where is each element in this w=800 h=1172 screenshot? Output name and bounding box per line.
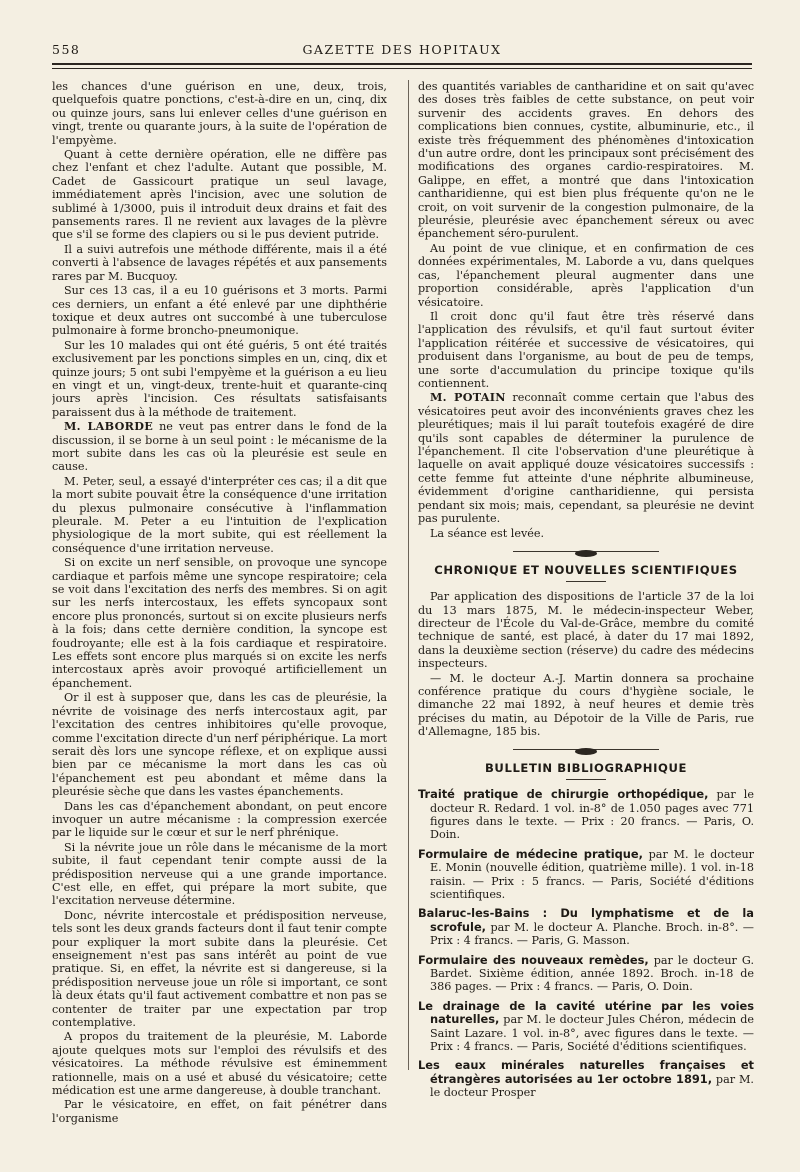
chronique-title: CHRONIQUE ET NOUVELLES SCIENTIFIQUES (434, 562, 738, 577)
ornament-mark (575, 550, 597, 557)
paragraph-text: A propos du traitement de la pleurésie, M. Laborde ajoute quelques mots sur l'emploi des révulsifs et des vésicatoires. La méthode révulsive est éminemment rationnelle, mais on a usé et abusé du vésicatoire; cette médication est une arme dangereuse, à double tranchant. (52, 1030, 387, 1098)
book-title: Les eaux minérales naturelles françaises et étrangères autorisées au 1er octobre 1891, (418, 1058, 754, 1086)
book-details: par M. le docteur Jules Chéron, médecin de Saint Lazare. 1 vol. in-8°, avec figures dans le texte. — Prix : 4 francs. — Paris, Société d'éditions scientifiques. (430, 1013, 754, 1053)
paragraph-text: ne veut pas entrer dans le fond de la discussion, il se borne à un seul point : le mécanisme de la mort subite dans les cas où la pleurésie est seule en cause. (52, 420, 387, 474)
paragraph-text: Quant à cette dernière opération, elle ne diffère pas chez l'enfant et chez l'adulte. Autant que possible, M. Cadet de Gassicourt pratique un seul lavage, immédiatement après l'incision, avec une solution de sublimé à 1/3000, puis il introduit deux drains et fait des pansements rares. Il ne revient aux lavages de la plèvre que s'il se forme des clapiers ou si le pus devient putride. (52, 148, 387, 242)
news-paragraph: — M. le docteur A.-J. Martin donnera sa prochaine conférence pratique du cours d'hygiène sociale, le dimanche 22 mai 1892, à neuf heures et demie très précises du matin, au Dépotoir de la Ville de Paris, rue d'Allemagne, 185 bis. (418, 671, 754, 739)
book-title: Formulaire des nouveaux remèdes, (418, 952, 649, 967)
paragraph-text: Si on excite un nerf sensible, on provoque une syncope cardiaque et parfois même une syncope respiratoire; cela se voit dans l'excitation des nerfs des membres. Si on agit sur les nerfs intercostaux, les effets syncopaux sont encore plus prononcés, surtout si on excite plusieurs nerfs à la fois; dans cette dernière condition, la syncope est foudroyante; elle est à la fois cardiaque et respiratoire. Les effets sont encore plus marqués si on excite les nerfs intercostaux après avoir provoqué artificiellement un épanchement. (52, 556, 387, 690)
news-paragraph: Par application des dispositions de l'article 37 de la loi du 13 mars 1875, M. le médecin-inspecteur Weber, directeur de l'École du Val-de-Grâce, membre du comité technique de santé, est placé, à dater du 17 mai 1892, dans la deuxième section (réserve) du cadre des médecins inspecteurs. (418, 590, 754, 671)
bibliography-entry (418, 954, 754, 994)
paragraph (418, 80, 754, 241)
paragraph-text: les chances d'une guérison en une, deux, trois, quelquefois quatre ponctions, c'est-à-dire en un, cinq, dix ou quinze jours, sans lui enlever celles d'une guérison en vingt, trente ou quarante jours, à la suite de l'opération de l'empyème. (52, 80, 387, 147)
paragraph-text: M. Peter, seul, a essayé d'interpréter ces cas; il a dit que la mort subite pouvait être la conséquence d'une irritation du plexus pulmonaire consécutive à l'inflammation pleurale. M. Peter a eu l'intuition de l'explication physiologique de la mort subite, qui est réellement la conséquence d'une irritation nerveuse. (52, 474, 387, 555)
title-underline (566, 581, 606, 582)
left-column (52, 80, 387, 1140)
paragraph (52, 339, 387, 419)
paragraph-text: Dans les cas d'épanchement abondant, on peut encore invoquer un autre mécanisme : la compression exercée par le liquide sur le cœur et sur le nerf phrénique. (52, 799, 387, 840)
book-details: par le docteur G. Bardet. Sixième édition, année 1892. Broch. in-18 de 386 pages. — Prix : 4 francs. — Paris, O. Doin. (430, 953, 754, 994)
speaker-name: M. POTAIN (430, 390, 506, 405)
book-details: par M. le docteur A. Planche. Broch. in-8°. — Prix : 4 francs. — Paris, G. Masson. (430, 920, 754, 948)
header-rule-thin (52, 68, 752, 69)
book-details: par le docteur R. Redard. 1 vol. in-8° de 1.050 pages avec 771 figures dans le texte. — Prix : 20 francs. — Paris, O. Doin. (430, 788, 754, 842)
book-details: par M. le docteur E. Monin (nouvelle édition, quatrième mille). 1 vol. in-18 raisin. — Prix : 5 francs. — Paris, Société d'éditions scientifiques. (430, 847, 754, 901)
page-header (52, 42, 752, 62)
paragraph-text: Si la névrite joue un rôle dans le mécanisme de la mort subite, il faut cependant tenir compte aussi de la prédisposition nerveuse qui a une grande importance. C'est elle, en effet, qui prépare la mort subite, que l'excitation nerveuse détermine. (52, 840, 387, 908)
paragraph-text: des quantités variables de cantharidine et on sait qu'avec des doses très faibles de cette substance, on peut voir survenir des accidents graves. En dehors des complications bien connues, cystite, albuminurie, etc., il existe très fréquemment des phénomènes d'intoxication d'un autre ordre, dont les principaux sont précisément des modifications des organes cardio-respiratoires. M. Galippe, en effet, a montré que dans l'intoxication cantharidienne, qui est bien plus fréquente qu'on ne le croit, on voit survenir de la congestion pulmonaire, de la pleurésie, pleurésie avec épanchement séreux ou avec épanchement séro-purulent. (418, 80, 754, 241)
paragraph (52, 841, 387, 908)
bibliography-entry (418, 848, 754, 902)
paragraph (52, 1030, 387, 1097)
bulletin-section (418, 788, 754, 1100)
section-ornament (418, 547, 754, 556)
paragraph (52, 80, 387, 147)
discussion-continuation (418, 80, 754, 525)
ornament-mark (575, 748, 597, 755)
paragraph (52, 909, 387, 1030)
section-ornament (418, 745, 754, 754)
page-number: 558 (52, 42, 81, 57)
paragraph (52, 284, 387, 338)
book-title: Traité pratique de chirurgie orthopédique, (418, 787, 709, 802)
paragraph-text: Donc, névrite intercostale et prédisposition nerveuse, tels sont les deux grands facteurs dont il faut tenir compte pour expliquer la mort subite dans la pleurésie. Cet enseignement n'est pas sans intérêt au point de vue pratique. Si, en effet, la névrite est si dangereuse, si la prédisposition nerveuse joue un rôle si important, ce sont là deux états qu'il faut activement combattre et non pas se contenter de traiter par une expectation par trop contemplative. (52, 908, 387, 1030)
paragraph-text: Par le vésicatoire, en effet, on fait pénétrer dans l'organisme (52, 1098, 387, 1125)
paragraph-text: Il croit donc qu'il faut être très réservé dans l'application des révulsifs, et qu'il faut surtout éviter l'application réitérée et successive de vésicatoires, qui produisent dans l'organisme, au bout de peu de temps, une sorte d'accumulation du principe toxique qu'ils contiennent. (418, 309, 754, 390)
paragraph (418, 391, 754, 525)
bulletin-title: BULLETIN BIBLIOGRAPHIQUE (485, 760, 687, 775)
paragraph-text: Au point de vue clinique, et en confirmation de ces données expérimentales, M. Laborde a vu, dans quelques cas, l'épanchement pleural augmenter dans une proportion considérable, après l'application d'un vésicatoire. (418, 241, 754, 309)
paragraph (418, 310, 754, 390)
paragraph-text: Il a suivi autrefois une méthode différente, mais il a été converti à l'absence de lavages répétés et aux pansements rares par M. Bucquoy. (52, 242, 387, 283)
session-closing: La séance est levée. (430, 527, 545, 541)
book-title: Balaruc-les-Bains : Du lymphatisme et de la scrofule, (418, 906, 754, 934)
paragraph (52, 800, 387, 840)
paragraph-text: Or il est à supposer que, dans les cas de pleurésie, la névrite de voisinage des nerfs intercostaux agit, par l'excitation des centres inhibitoires qu'elle provoque, comme l'excitation directe d'un nerf périphérique. La mort serait dès lors une syncope réflexe, et on explique aussi bien par ce mécanisme la mort dans les cas où l'épanchement est peu abondant et même dans la pleurésie sèche que dans les vastes épanchements. (52, 691, 387, 799)
paragraph (52, 475, 387, 555)
paragraph-text: Sur les 10 malades qui ont été guéris, 5 ont été traités exclusivement par les ponctions simples en un, cinq, dix et quinze jours; 5 ont subi l'empyème et la guérison a eu lieu en vingt et un, vingt-deux, trente-huit et quarante-cinq jours après l'incision. Ces résultats satisfaisants paraissent dus à la méthode de traitement. (52, 338, 387, 419)
paragraph (52, 556, 387, 690)
journal-title: GAZETTE DES HOPITAUX (302, 42, 502, 57)
header-rule-thick (52, 63, 752, 65)
bibliography-entry (418, 1059, 754, 1099)
column-separator (408, 80, 409, 1070)
book-title: Formulaire de médecine pratique, (418, 846, 643, 861)
paragraph (52, 148, 387, 242)
paragraph-text: Sur ces 13 cas, il a eu 10 guérisons et 3 morts. Parmi ces derniers, un enfant a été enlevé par une diphthérie toxique et deux autres ont succombé à une tuberculose pulmonaire à forme broncho-pneumonique. (52, 284, 387, 338)
paragraph-text: reconnaît comme certain que l'abus des vésicatoires peut avoir des inconvénients graves chez les pleurétiques; mais il lui paraît toutefois exagéré de dire qu'ils sont capables de déterminer la purulence de l'épanchement. Il cite l'observation d'une pleurétique à laquelle on avait appliqué douze vésicatoires successifs : cette femme fut atteinte d'une néphrite albumineuse, évidemment d'origine cantharidienne, qui persista pendant six mois; mais, cependant, sa pleurésie ne devint pas purulente. (418, 391, 754, 525)
paragraph (418, 242, 754, 309)
bibliography-entry (418, 788, 754, 842)
paragraph (52, 1098, 387, 1125)
speaker-name: M. LABORDE (64, 419, 154, 434)
book-title: Le drainage de la cavité utérine par les voies naturelles, (418, 998, 754, 1027)
book-details: par M. le docteur Prosper (430, 1072, 754, 1100)
bibliography-entry (418, 907, 754, 947)
bibliography-entry (418, 1000, 754, 1054)
paragraph (52, 691, 387, 798)
title-underline (566, 779, 606, 780)
paragraph (52, 243, 387, 283)
paragraph (52, 420, 387, 474)
right-column (418, 80, 754, 1140)
chronique-section (418, 590, 754, 738)
